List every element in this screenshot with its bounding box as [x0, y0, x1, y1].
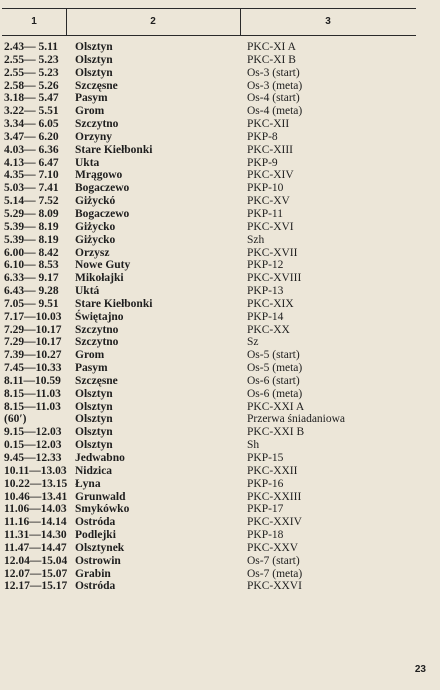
code-cell: PKP-17 [247, 503, 284, 516]
table-row [0, 92, 440, 105]
table-row [0, 41, 440, 54]
place-cell: Ostrowin [75, 554, 121, 567]
table-row [0, 413, 440, 426]
place-cell: Ostróda [75, 516, 116, 529]
time-cell: 2.55— 5.23 [4, 66, 59, 79]
table-row [0, 195, 440, 208]
table-row [0, 324, 440, 337]
code-cell: PKC-XXV [247, 541, 299, 554]
place-cell: Szczęsne [75, 374, 118, 387]
table-row [0, 298, 440, 311]
time-cell: 6.00— 8.42 [4, 246, 59, 259]
table-row [0, 568, 440, 581]
code-cell: Os-4 (meta) [247, 105, 303, 118]
code-cell: PKC-XXI B [247, 426, 305, 439]
page-number: 23 [414, 664, 426, 675]
code-cell: PKC-XVII [247, 246, 298, 259]
code-cell: Sz [247, 336, 259, 349]
time-cell: 7.29—10.17 [4, 323, 62, 336]
place-cell: Ukta [75, 156, 100, 169]
code-cell: PKC-XII [247, 118, 290, 131]
time-cell: 7.05— 9.51 [4, 297, 59, 310]
table-row [0, 272, 440, 285]
place-cell: Szczęsne [75, 79, 118, 92]
place-cell: Szczytno [75, 336, 119, 349]
table-row [0, 580, 440, 593]
time-cell: 6.33— 9.17 [4, 272, 59, 285]
time-cell: 5.29— 8.09 [4, 207, 59, 220]
place-cell: Świętajno [75, 310, 124, 323]
code-cell: Os-5 (start) [247, 349, 300, 362]
time-cell: 4.35— 7.10 [4, 169, 59, 182]
code-cell: PKC-XV [247, 195, 290, 208]
code-cell: Przerwa śniadaniowa [247, 413, 346, 426]
time-cell: 10.46—13.41 [4, 490, 68, 503]
table-row [0, 67, 440, 80]
place-cell: Bogaczewo [75, 207, 130, 220]
code-cell: PKC-XXI A [247, 400, 305, 413]
time-cell: 11.06—14.03 [4, 503, 67, 516]
table-row [0, 349, 440, 362]
code-cell: PKC-XXIII [247, 490, 302, 503]
place-cell: Pasym [75, 362, 108, 375]
place-cell: Nidzica [75, 464, 113, 477]
place-cell: Łyna [75, 477, 101, 490]
time-cell: 2.58— 5.26 [4, 79, 59, 92]
column-header-3: 3 [325, 16, 331, 27]
place-cell: Bogaczewo [75, 182, 130, 195]
place-cell: Mikołajki [75, 272, 124, 285]
place-cell: Ostróda [75, 580, 116, 593]
code-cell: PKC-XIX [247, 297, 294, 310]
time-cell: 12.04—15.04 [4, 554, 68, 567]
table-row [0, 439, 440, 452]
time-cell: 6.43— 9.28 [4, 285, 59, 298]
place-cell: Grunwald [75, 490, 126, 503]
time-cell: 11.16—14.14 [4, 516, 67, 529]
column-header-1: 1 [2, 9, 67, 35]
time-cell: 11.47—14.47 [4, 541, 67, 554]
time-cell: 5.03— 7.41 [4, 182, 59, 195]
code-cell: PKC-XVIII [247, 272, 302, 285]
code-cell: Os-4 (start) [247, 92, 300, 105]
code-cell: Os-6 (start) [247, 374, 300, 387]
place-cell: Olsztyn [75, 439, 113, 452]
table-row [0, 131, 440, 144]
place-cell: Uktá [75, 285, 100, 298]
place-cell: Orzyny [75, 130, 113, 143]
code-cell: Os-5 (meta) [247, 362, 303, 375]
table-row [0, 465, 440, 478]
place-cell: Stare Kiełbonki [75, 297, 153, 310]
table-row [0, 259, 440, 272]
code-cell: PKC-XXIV [247, 516, 302, 529]
table-row [0, 169, 440, 182]
code-cell: Os-7 (start) [247, 554, 300, 567]
code-cell: PKP-8 [247, 130, 278, 143]
column-header-2: 2 [66, 9, 241, 35]
table-row [0, 542, 440, 555]
table-row [0, 311, 440, 324]
place-cell: Olsztyn [75, 53, 113, 66]
time-cell: 12.17—15.17 [4, 580, 68, 593]
table-row [0, 221, 440, 234]
place-cell: Orzysz [75, 246, 110, 259]
place-cell: Nowe Guty [75, 259, 131, 272]
table-row [0, 118, 440, 131]
place-cell: Szczytno [75, 323, 119, 336]
time-cell: 8.15—11.03 [4, 400, 61, 413]
code-cell: Os-3 (meta) [247, 79, 303, 92]
table-row [0, 401, 440, 414]
place-cell: Olsztyn [75, 66, 113, 79]
code-cell: PKC-XX [247, 323, 290, 336]
place-cell: Stare Kiełbonki [75, 143, 153, 156]
time-cell: 5.39— 8.19 [4, 233, 59, 246]
place-cell: Pasym [75, 92, 108, 105]
time-cell: 3.18— 5.47 [4, 92, 59, 105]
table-row [0, 452, 440, 465]
place-cell: Olsztyn [75, 426, 113, 439]
time-cell: 7.39—10.27 [4, 349, 62, 362]
table-row [0, 157, 440, 170]
time-cell: 10.11—13.03 [4, 464, 67, 477]
code-cell: PKC-XVI [247, 220, 294, 233]
code-cell: PKC-XXII [247, 464, 298, 477]
table-row [0, 336, 440, 349]
place-cell: Mrągowo [75, 169, 123, 182]
code-cell: Sh [247, 439, 260, 452]
code-cell: PKP-16 [247, 477, 284, 490]
time-cell: 11.31—14.30 [4, 529, 67, 542]
time-cell: (60′) [4, 413, 27, 426]
time-cell: 8.15—11.03 [4, 387, 61, 400]
table-row [0, 478, 440, 491]
code-cell: PKP-11 [247, 207, 283, 220]
place-cell: Grom [75, 349, 105, 362]
table-row [0, 503, 440, 516]
place-cell: Szczytno [75, 118, 119, 131]
table-row [0, 555, 440, 568]
place-cell: Grom [75, 105, 105, 118]
time-cell: 4.13— 6.47 [4, 156, 59, 169]
table-row [0, 285, 440, 298]
code-cell: PKP-18 [247, 529, 284, 542]
place-cell: Podlejki [75, 529, 116, 542]
code-cell: Os-6 (meta) [247, 387, 303, 400]
time-cell: 3.47— 6.20 [4, 130, 59, 143]
code-cell: PKC-XI B [247, 53, 296, 66]
time-cell: 5.14— 7.52 [4, 195, 59, 208]
place-cell: Olsztyn [75, 387, 113, 400]
table-body [0, 41, 440, 593]
time-cell: 3.34— 6.05 [4, 118, 59, 131]
time-cell: 12.07—15.07 [4, 567, 68, 580]
time-cell: 8.11—10.59 [4, 374, 61, 387]
place-cell: Jedwabno [75, 452, 125, 464]
table-row [0, 182, 440, 195]
table-row [0, 375, 440, 388]
place-cell: Giżycko [75, 220, 116, 233]
time-cell: 0.15—12.03 [4, 439, 62, 452]
time-cell: 2.43— 5.11 [4, 41, 58, 53]
table-row [0, 80, 440, 93]
table-header [2, 8, 416, 36]
time-cell: 9.45—12.33 [4, 452, 62, 464]
time-cell: 5.39— 8.19 [4, 220, 59, 233]
time-cell: 9.15—12.03 [4, 426, 62, 439]
table-row [0, 54, 440, 67]
code-cell: PKP-15 [247, 452, 284, 464]
time-cell: 3.22— 5.51 [4, 105, 59, 118]
code-cell: Szh [247, 233, 265, 246]
table-row [0, 388, 440, 401]
time-cell: 6.10— 8.53 [4, 259, 59, 272]
table-row [0, 529, 440, 542]
table-row [0, 208, 440, 221]
time-cell: 7.45—10.33 [4, 362, 62, 375]
place-cell: Olsztyn [75, 400, 113, 413]
place-cell: Olsztyn [75, 41, 113, 53]
code-cell: PKC-XIII [247, 143, 293, 156]
place-cell: Olsztynek [75, 541, 125, 554]
place-cell: Grabin [75, 567, 111, 580]
code-cell: PKP-9 [247, 156, 278, 169]
table-row [0, 426, 440, 439]
code-cell: PKC-XI A [247, 41, 296, 53]
code-cell: Os-3 (start) [247, 66, 300, 79]
table-row [0, 105, 440, 118]
code-cell: PKC-XXVI [247, 580, 302, 593]
time-cell: 10.22—13.15 [4, 477, 68, 490]
time-cell: 2.55— 5.23 [4, 53, 59, 66]
code-cell: PKP-12 [247, 259, 284, 272]
time-cell: 7.17—10.03 [4, 310, 62, 323]
table-row [0, 247, 440, 260]
code-cell: PKC-XIV [247, 169, 294, 182]
table-row [0, 362, 440, 375]
time-cell: 7.29—10.17 [4, 336, 62, 349]
place-cell: Olsztyn [75, 413, 113, 426]
code-cell: PKP-14 [247, 310, 284, 323]
table-row [0, 234, 440, 247]
table-row [0, 144, 440, 157]
place-cell: Giżycko [75, 233, 116, 246]
table-row [0, 491, 440, 504]
code-cell: Os-7 (meta) [247, 567, 303, 580]
code-cell: PKP-13 [247, 285, 284, 298]
place-cell: Smykówko [75, 503, 130, 516]
code-cell: PKP-10 [247, 182, 284, 195]
time-cell: 4.03— 6.36 [4, 143, 59, 156]
table-row [0, 516, 440, 529]
place-cell: Giżyckó [75, 195, 116, 208]
